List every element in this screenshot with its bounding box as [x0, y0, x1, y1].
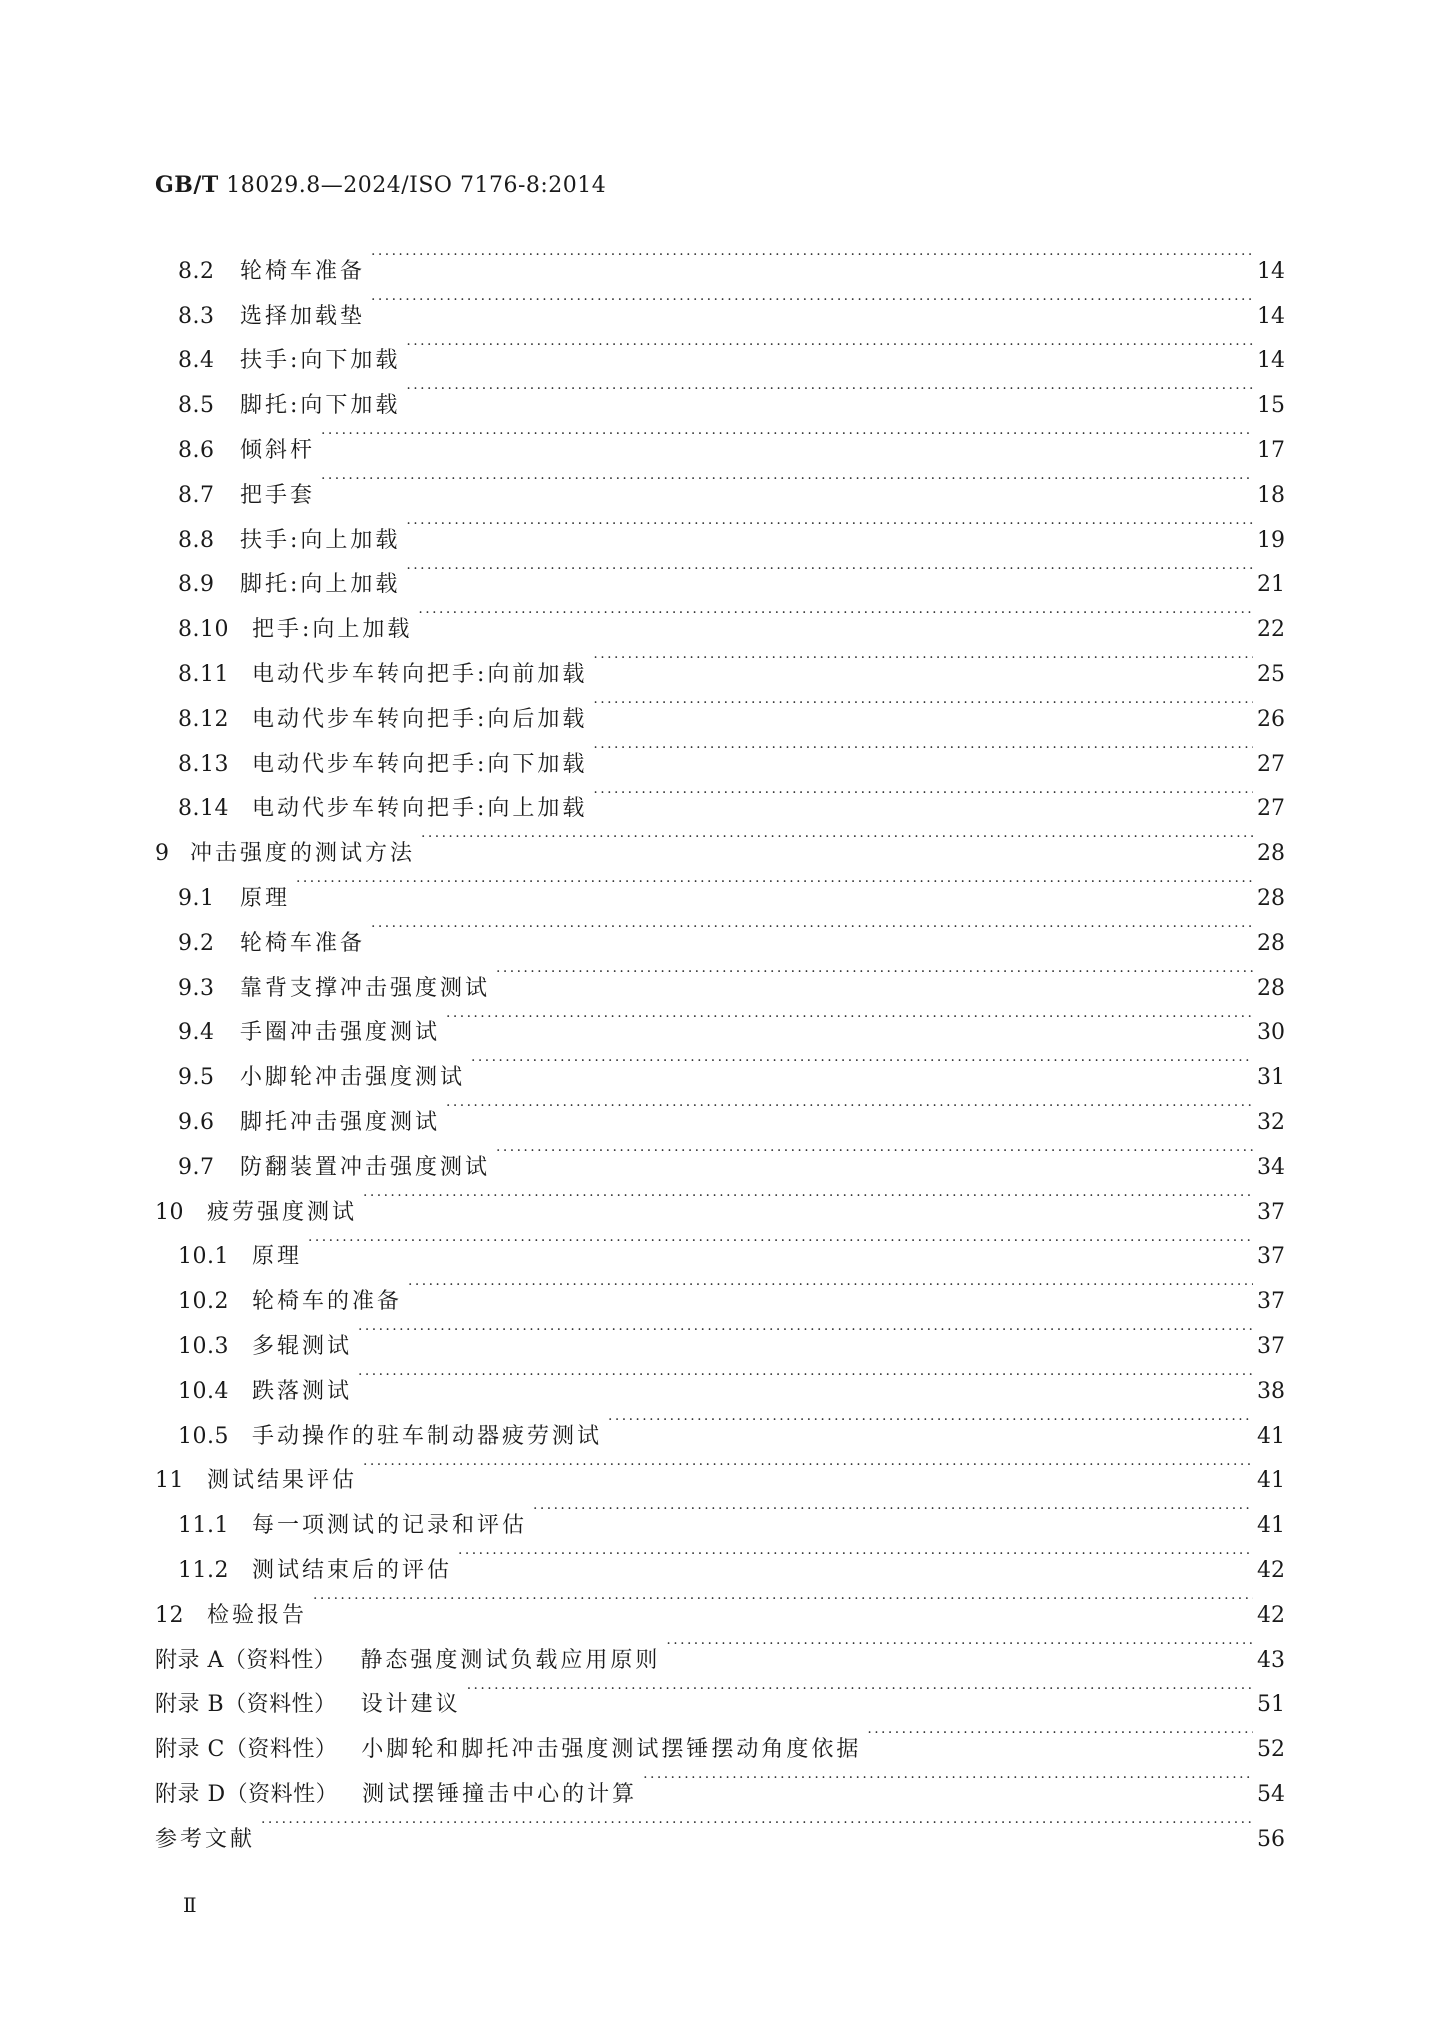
- toc-entry-page: 34: [1257, 1154, 1285, 1180]
- toc-entry-title: 电动代步车转向把手:向前加载: [252, 661, 588, 687]
- toc-entry-title: 疲劳强度测试: [207, 1199, 358, 1225]
- toc-entry-number: 8.4: [178, 348, 215, 374]
- toc-entry-title: 把手套: [240, 482, 316, 508]
- toc-entry[interactable]: [155, 1219, 1285, 1270]
- toc-entry-page: 19: [1257, 527, 1285, 553]
- toc-leader-dots: [458, 1532, 1253, 1577]
- toc-entry-number: 8.3: [178, 303, 215, 329]
- toc-entry-title: 手圈冲击强度测试: [240, 1020, 441, 1046]
- toc-entry-page: 28: [1257, 930, 1285, 956]
- toc-entry-page: 27: [1257, 751, 1285, 777]
- toc-entry[interactable]: [155, 1263, 1285, 1315]
- toc-entry-page: 41: [1257, 1423, 1285, 1449]
- toc-entry-title: 倾斜杆: [240, 437, 316, 463]
- toc-entry-page: 42: [1257, 1602, 1285, 1628]
- toc-entry-number: 11: [155, 1468, 184, 1494]
- toc-entry-number: 10.4: [178, 1378, 229, 1404]
- toc-entry-page: 56: [1257, 1826, 1285, 1852]
- toc-entry-title: 参考文献: [155, 1826, 256, 1852]
- toc-entry-page: 28: [1257, 885, 1285, 911]
- standard-number: 18029.8—2024/ISO 7176-8:2014: [226, 173, 607, 198]
- toc-entry-number: 10.2: [178, 1289, 229, 1315]
- toc-leader-dots: [308, 1219, 1253, 1264]
- toc-entry[interactable]: [155, 1622, 1285, 1673]
- toc-entry-page: 28: [1257, 975, 1285, 1001]
- standard-header: [155, 172, 606, 198]
- toc-entry-title: 每一项测试的记录和评估: [252, 1513, 528, 1539]
- toc-entry-page: 52: [1257, 1737, 1285, 1763]
- toc-entry-title: 小脚轮和脚托冲击强度测试摆锤摆动角度依据: [361, 1737, 862, 1763]
- toc-entry-title: 跌落测试: [252, 1378, 353, 1404]
- toc-entry-number: 8.9: [178, 572, 215, 598]
- toc-entry[interactable]: [155, 457, 1285, 508]
- toc-entry-number: 8.7: [178, 482, 215, 508]
- toc-entry-title: 电动代步车转向把手:向下加载: [252, 751, 588, 777]
- toc-leader-dots: [408, 1263, 1253, 1308]
- toc-leader-dots: [418, 591, 1253, 636]
- toc-entry-title: 扶手:向下加载: [240, 348, 401, 374]
- toc-leader-dots: [446, 1084, 1253, 1129]
- toc-entry-number: 12: [155, 1602, 184, 1628]
- toc-entry-number: 10.3: [178, 1333, 229, 1359]
- toc-entry-page: 51: [1257, 1692, 1285, 1718]
- toc-entry[interactable]: [155, 502, 1285, 553]
- toc-entry-page: 21: [1257, 572, 1285, 598]
- toc-entry-title: 脚托:向上加载: [240, 572, 401, 598]
- toc-entry-number: 9.7: [178, 1154, 215, 1180]
- toc-entry-page: 31: [1257, 1065, 1285, 1091]
- toc-entry-page: 37: [1257, 1333, 1285, 1359]
- toc-entry-page: 26: [1257, 706, 1285, 732]
- toc-leader-dots: [496, 950, 1253, 995]
- toc-entry-title: 原理: [252, 1244, 303, 1270]
- toc-entry-title: 测试结果评估: [207, 1468, 358, 1494]
- toc-entry-page: 27: [1257, 796, 1285, 822]
- toc-entry-page: 37: [1257, 1289, 1285, 1315]
- toc-entry-page: 30: [1257, 1020, 1285, 1046]
- toc-entry-number: 10: [155, 1199, 184, 1225]
- toc-entry-title: 脚托冲击强度测试: [240, 1109, 441, 1135]
- toc-entry-page: 37: [1257, 1199, 1285, 1225]
- toc-entry-number: 8.13: [178, 751, 229, 777]
- toc-entry-number: 11.1: [178, 1513, 229, 1539]
- toc-leader-dots: [593, 681, 1253, 726]
- toc-leader-dots: [358, 1308, 1253, 1353]
- toc-entry-page: 41: [1257, 1468, 1285, 1494]
- toc-entry-page: 14: [1257, 348, 1285, 374]
- toc-leader-dots: [371, 278, 1253, 323]
- toc-entry-title: 小脚轮冲击强度测试: [240, 1065, 466, 1091]
- toc-leader-dots: [496, 1129, 1253, 1174]
- toc-entry-page: 32: [1257, 1109, 1285, 1135]
- toc-leader-dots: [471, 1039, 1253, 1084]
- toc-entry-number: 8.14: [178, 796, 229, 822]
- toc-entry[interactable]: [155, 1801, 1285, 1852]
- toc-entry-number: 附录 B（资料性）: [155, 1692, 337, 1718]
- toc-leader-dots: [371, 233, 1253, 278]
- toc-entry-number: 9.2: [178, 930, 215, 956]
- toc-entry-page: 43: [1257, 1647, 1285, 1673]
- toc-entry-title: 脚托:向下加载: [240, 393, 401, 419]
- toc-leader-dots: [593, 636, 1253, 681]
- toc-entry-number: 附录 C（资料性）: [155, 1737, 338, 1763]
- toc-entry-title: 轮椅车的准备: [252, 1289, 403, 1315]
- toc-entry-page: 22: [1257, 617, 1285, 643]
- toc-entry-page: 28: [1257, 841, 1285, 867]
- toc-entry-number: 9.3: [178, 975, 215, 1001]
- toc-leader-dots: [593, 771, 1253, 816]
- toc-leader-dots: [406, 367, 1253, 412]
- toc-entry-page: 17: [1257, 437, 1285, 463]
- toc-leader-dots: [643, 1756, 1253, 1801]
- toc-leader-dots: [533, 1487, 1253, 1532]
- toc-entry-page: 42: [1257, 1557, 1285, 1583]
- toc-entry-number: 8.6: [178, 437, 215, 463]
- toc-entry-title: 冲击强度的测试方法: [190, 841, 416, 867]
- toc-entry-number: 9.4: [178, 1020, 215, 1046]
- toc-entry-page: 14: [1257, 258, 1285, 284]
- toc-leader-dots: [867, 1711, 1253, 1756]
- toc-entry-title: 设计建议: [360, 1692, 461, 1718]
- toc-entry-number: 附录 D（资料性）: [155, 1781, 339, 1807]
- toc-entry-number: 9.5: [178, 1065, 215, 1091]
- toc-entry-title: 测试结束后的评估: [252, 1557, 453, 1583]
- toc-entry-number: 10.1: [178, 1244, 229, 1270]
- toc-entry-title: 靠背支撑冲击强度测试: [240, 975, 491, 1001]
- toc-entry-page: 41: [1257, 1513, 1285, 1539]
- toc-entry-number: 9: [155, 841, 170, 867]
- toc-leader-dots: [406, 547, 1253, 592]
- toc-leader-dots: [406, 502, 1253, 547]
- toc-entry-title: 把手:向上加载: [252, 617, 413, 643]
- toc-leader-dots: [406, 323, 1253, 368]
- toc-entry-title: 测试摆锤撞击中心的计算: [362, 1781, 638, 1807]
- toc-entry-number: 9.1: [178, 885, 215, 911]
- toc-entry-number: 8.5: [178, 393, 215, 419]
- toc-entry-title: 手动操作的驻车制动器疲劳测试: [252, 1423, 603, 1449]
- toc-leader-dots: [261, 1801, 1253, 1846]
- toc-entry-title: 原理: [240, 885, 291, 911]
- toc-entry-number: 9.6: [178, 1109, 215, 1135]
- toc-entry-number: 附录 A（资料性）: [155, 1647, 337, 1673]
- toc-leader-dots: [446, 995, 1253, 1040]
- standard-prefix: GB/T: [155, 172, 219, 198]
- toc-entry-number: 8.11: [178, 661, 229, 687]
- toc-entry-number: 11.2: [178, 1557, 229, 1583]
- toc-entry-page: 25: [1257, 661, 1285, 687]
- toc-leader-dots: [608, 1398, 1253, 1443]
- toc-leader-dots: [358, 1353, 1253, 1398]
- toc-leader-dots: [421, 815, 1253, 860]
- page-number: Ⅱ: [183, 1893, 197, 1917]
- toc-entry[interactable]: [155, 860, 1285, 911]
- toc-leader-dots: [467, 1667, 1253, 1712]
- toc-entry-title: 选择加载垫: [240, 303, 366, 329]
- toc-entry-page: 38: [1257, 1378, 1285, 1404]
- toc-entry-page: 54: [1257, 1781, 1285, 1807]
- toc-leader-dots: [371, 905, 1253, 950]
- toc-leader-dots: [666, 1622, 1253, 1667]
- toc-leader-dots: [593, 726, 1253, 771]
- toc-entry-page: 37: [1257, 1244, 1285, 1270]
- toc-entry-title: 检验报告: [207, 1602, 308, 1628]
- toc-leader-dots: [321, 412, 1253, 457]
- toc-leader-dots: [313, 1577, 1253, 1622]
- toc-entry-title: 电动代步车转向把手:向上加载: [252, 796, 588, 822]
- toc-entry-page: 18: [1257, 482, 1285, 508]
- toc-entry-title: 轮椅车准备: [240, 930, 366, 956]
- toc-entry-title: 轮椅车准备: [240, 258, 366, 284]
- toc-leader-dots: [296, 860, 1253, 905]
- toc-entry[interactable]: [155, 1577, 1285, 1628]
- toc-leader-dots: [363, 1174, 1253, 1219]
- toc-entry-number: 8.8: [178, 527, 215, 553]
- toc-entry-number: 8.10: [178, 617, 229, 643]
- toc-entry-page: 14: [1257, 303, 1285, 329]
- toc-entry[interactable]: [155, 233, 1285, 284]
- toc-entry-number: 10.5: [178, 1423, 229, 1449]
- table-of-contents: [155, 233, 1285, 1852]
- toc-entry-title: 静态强度测试负载应用原则: [360, 1647, 661, 1673]
- toc-entry-title: 多辊测试: [252, 1333, 353, 1359]
- toc-entry[interactable]: [155, 905, 1285, 956]
- toc-entry-number: 8.2: [178, 258, 215, 284]
- toc-leader-dots: [363, 1443, 1253, 1488]
- toc-entry-number: 8.12: [178, 706, 229, 732]
- toc-entry-title: 防翻装置冲击强度测试: [240, 1154, 491, 1180]
- toc-leader-dots: [321, 457, 1253, 502]
- toc-entry-page: 15: [1257, 393, 1285, 419]
- toc-entry-title: 电动代步车转向把手:向后加载: [252, 706, 588, 732]
- toc-entry-title: 扶手:向上加载: [240, 527, 401, 553]
- toc-entry[interactable]: [155, 412, 1285, 463]
